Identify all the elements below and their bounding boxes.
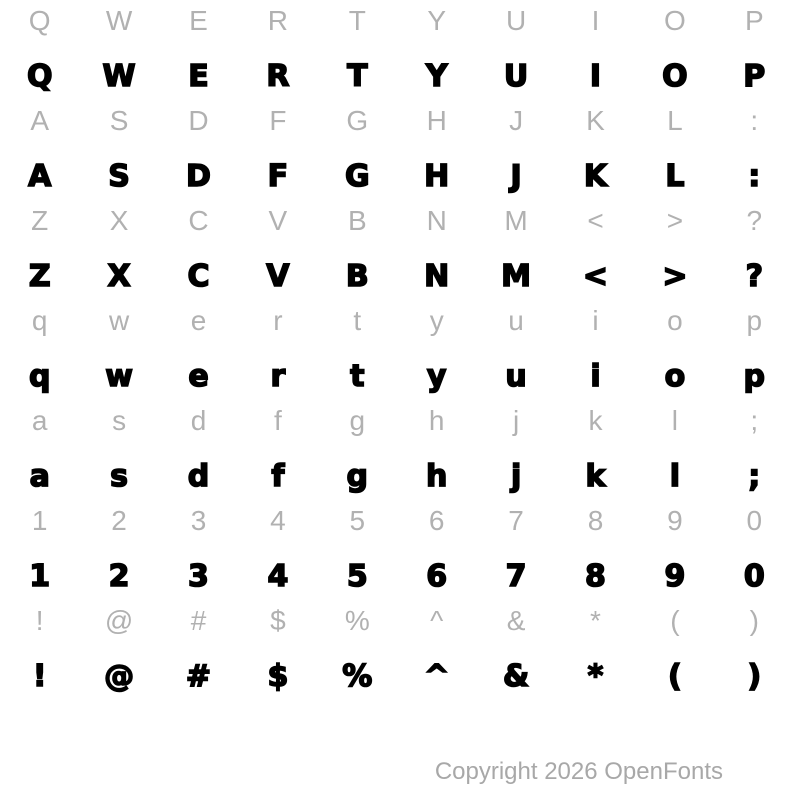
font-glyph-char: T <box>347 58 368 94</box>
reference-char: U <box>505 5 527 36</box>
reference-char: r <box>273 305 283 336</box>
reference-char: & <box>506 605 526 636</box>
char-cell <box>318 300 397 400</box>
font-glyph-char: $ <box>267 658 289 694</box>
reference-char: E <box>189 5 208 36</box>
font-glyph-char: R <box>266 58 290 94</box>
font-glyph-char: L <box>665 158 685 194</box>
font-glyph-char: 6 <box>426 558 448 594</box>
reference-char: Z <box>31 205 49 236</box>
char-cell <box>238 600 317 700</box>
char-cell <box>0 600 79 700</box>
font-glyph-char: S <box>108 158 130 194</box>
char-cell <box>238 400 317 500</box>
char-cell <box>635 500 714 600</box>
font-glyph-char: k <box>585 458 606 494</box>
font-glyph-char: Q <box>26 58 53 94</box>
font-glyph-char: E <box>188 58 209 94</box>
char-cell <box>715 100 794 200</box>
char-cell <box>715 0 794 100</box>
reference-char: : <box>750 105 759 136</box>
font-glyph-char: O <box>662 58 688 94</box>
font-glyph-char: ; <box>748 458 761 494</box>
char-cell <box>0 100 79 200</box>
reference-char: ) <box>749 605 759 636</box>
char-cell <box>0 200 79 300</box>
reference-char: K <box>586 105 605 136</box>
char-cell <box>318 500 397 600</box>
font-glyph-char: W <box>102 58 136 94</box>
char-cell <box>715 500 794 600</box>
reference-char: a <box>31 405 48 436</box>
char-cell <box>556 400 635 500</box>
reference-char: h <box>428 405 445 436</box>
char-cell <box>715 300 794 400</box>
char-cell <box>397 0 476 100</box>
reference-char: I <box>591 5 600 36</box>
reference-char: 1 <box>31 505 48 536</box>
font-glyph-char: K <box>583 158 608 194</box>
char-cell <box>318 200 397 300</box>
char-row-uppercase-top-row <box>0 0 794 100</box>
char-cell <box>556 600 635 700</box>
font-glyph-char: e <box>188 358 209 394</box>
char-cell <box>0 0 79 100</box>
reference-char: S <box>109 105 129 136</box>
char-row-symbols-row <box>0 600 794 700</box>
font-glyph-char: 3 <box>188 558 209 594</box>
reference-char: L <box>667 105 683 136</box>
char-cell <box>79 300 158 400</box>
font-glyph-char: % <box>342 658 373 694</box>
font-glyph-char: f <box>271 458 285 494</box>
font-glyph-char: 0 <box>743 558 765 594</box>
reference-char: R <box>267 5 288 36</box>
char-cell <box>159 300 238 400</box>
font-glyph-char: V <box>266 258 290 294</box>
reference-char: D <box>188 105 209 136</box>
char-cell <box>318 0 397 100</box>
char-cell <box>397 600 476 700</box>
reference-char: B <box>347 205 367 236</box>
char-cell <box>159 600 238 700</box>
char-cell <box>397 400 476 500</box>
reference-char: e <box>190 305 207 336</box>
reference-char: * <box>590 605 601 636</box>
reference-char: > <box>666 205 684 236</box>
font-glyph-char: F <box>267 158 289 194</box>
reference-char: 5 <box>349 505 366 536</box>
font-glyph-char: y <box>426 358 447 394</box>
reference-char: H <box>426 105 447 136</box>
char-cell <box>238 100 317 200</box>
reference-char: < <box>587 205 604 236</box>
font-glyph-char: A <box>28 158 52 194</box>
font-glyph-char: 4 <box>267 558 289 594</box>
font-glyph-char: X <box>107 258 131 294</box>
char-cell <box>635 100 714 200</box>
char-cell <box>476 400 555 500</box>
reference-char: p <box>746 305 763 336</box>
reference-char: N <box>426 205 447 236</box>
font-glyph-char: P <box>743 58 766 94</box>
reference-char: J <box>509 105 524 136</box>
char-cell <box>476 300 555 400</box>
char-cell <box>635 400 714 500</box>
char-cell <box>79 600 158 700</box>
reference-char: 8 <box>587 505 604 536</box>
reference-char: l <box>671 405 678 436</box>
reference-char: Y <box>427 5 447 36</box>
font-glyph-char: I <box>589 58 602 94</box>
reference-char: o <box>667 305 683 336</box>
font-glyph-char: M <box>501 258 532 294</box>
reference-char: T <box>348 5 366 36</box>
font-glyph-char: w <box>105 358 133 394</box>
font-glyph-char: 2 <box>108 558 130 594</box>
reference-char: G <box>346 105 369 136</box>
font-glyph-char: g <box>346 458 369 494</box>
char-row-uppercase-bottom-row <box>0 200 794 300</box>
reference-char: w <box>108 305 130 336</box>
reference-char: j <box>512 405 520 436</box>
char-cell <box>238 300 317 400</box>
reference-char: d <box>190 405 207 436</box>
reference-char: 2 <box>111 505 127 536</box>
font-glyph-char: h <box>426 458 448 494</box>
reference-char: ; <box>750 405 759 436</box>
reference-char: ! <box>35 605 44 636</box>
font-glyph-char: d <box>187 458 210 494</box>
char-cell <box>556 300 635 400</box>
char-cell <box>715 200 794 300</box>
char-cell <box>79 0 158 100</box>
reference-char: A <box>30 105 50 136</box>
font-glyph-char: ? <box>745 258 763 294</box>
reference-char: O <box>664 5 686 36</box>
char-cell <box>318 400 397 500</box>
char-cell <box>318 600 397 700</box>
font-glyph-char: Z <box>28 258 51 294</box>
font-glyph-char: J <box>510 158 522 194</box>
reference-char: % <box>344 605 370 636</box>
reference-char: 7 <box>508 505 524 536</box>
font-glyph-char: D <box>186 158 211 194</box>
char-cell <box>238 0 317 100</box>
char-row-lowercase-home-row <box>0 400 794 500</box>
font-glyph-char: 5 <box>346 558 368 594</box>
reference-char: k <box>588 405 603 436</box>
font-glyph-char: N <box>424 258 450 294</box>
char-cell <box>159 200 238 300</box>
font-glyph-char: t <box>350 358 365 394</box>
reference-char: Q <box>28 5 51 36</box>
char-cell <box>79 200 158 300</box>
char-cell <box>159 500 238 600</box>
font-glyph-char: j <box>510 458 522 494</box>
reference-char: 3 <box>190 505 207 536</box>
reference-char: i <box>592 305 599 336</box>
font-glyph-char: G <box>344 158 370 194</box>
font-glyph-char: C <box>187 258 210 294</box>
char-cell <box>0 400 79 500</box>
font-glyph-char: p <box>743 358 766 394</box>
reference-char: 9 <box>667 505 683 536</box>
char-cell <box>556 0 635 100</box>
font-glyph-char: U <box>503 58 529 94</box>
font-glyph-char: q <box>28 358 51 394</box>
reference-char: u <box>508 305 524 336</box>
char-cell <box>715 600 794 700</box>
reference-char: f <box>274 405 282 436</box>
char-cell <box>238 500 317 600</box>
char-cell <box>79 500 158 600</box>
char-cell <box>397 500 476 600</box>
font-glyph-char: s <box>110 458 129 494</box>
font-glyph-char: B <box>345 258 369 294</box>
reference-char: F <box>269 105 287 136</box>
char-cell <box>238 200 317 300</box>
font-glyph-char: # <box>185 658 212 694</box>
font-glyph-char: 9 <box>664 558 686 594</box>
reference-char: s <box>112 405 127 436</box>
font-glyph-char: Y <box>425 58 448 94</box>
reference-char: ^ <box>430 605 444 636</box>
font-glyph-char: H <box>424 158 450 194</box>
font-glyph-char: o <box>664 358 686 394</box>
reference-char: W <box>105 5 133 36</box>
reference-char: V <box>268 205 288 236</box>
reference-char: g <box>349 405 366 436</box>
reference-char: 0 <box>746 505 763 536</box>
font-glyph-char: 1 <box>29 558 51 594</box>
reference-char: 6 <box>428 505 445 536</box>
char-cell <box>476 200 555 300</box>
font-glyph-char: & <box>503 658 530 694</box>
font-glyph-char: u <box>505 358 527 394</box>
font-glyph-char: < <box>582 258 609 294</box>
char-cell <box>556 200 635 300</box>
char-cell <box>318 100 397 200</box>
char-cell <box>0 300 79 400</box>
reference-char: $ <box>270 605 286 636</box>
char-row-uppercase-home-row <box>0 100 794 200</box>
font-glyph-char: ( <box>668 658 682 694</box>
char-cell <box>397 100 476 200</box>
copyright-text: Copyright 2026 OpenFonts <box>434 758 723 785</box>
char-cell <box>715 400 794 500</box>
font-glyph-char: @ <box>104 658 135 694</box>
char-cell <box>635 0 714 100</box>
reference-char: ( <box>670 605 680 636</box>
font-glyph-char: i <box>590 358 601 394</box>
font-glyph-char: l <box>669 458 681 494</box>
char-cell <box>476 500 555 600</box>
char-cell <box>159 0 238 100</box>
char-cell <box>556 100 635 200</box>
char-cell <box>476 600 555 700</box>
char-cell <box>159 100 238 200</box>
reference-char: P <box>744 5 764 36</box>
char-cell <box>635 300 714 400</box>
char-cell <box>556 500 635 600</box>
font-glyph-char: 7 <box>505 558 527 594</box>
char-cell <box>0 500 79 600</box>
font-glyph-char: ) <box>747 658 762 694</box>
reference-char: ? <box>746 205 763 236</box>
char-cell <box>397 300 476 400</box>
reference-char: y <box>429 305 444 336</box>
reference-char: C <box>188 205 209 236</box>
font-glyph-char: r <box>270 358 286 394</box>
font-glyph-char: * <box>587 658 604 694</box>
font-glyph-char: ^ <box>424 658 450 694</box>
font-glyph-char: a <box>29 458 50 494</box>
reference-char: M <box>504 205 528 236</box>
char-cell <box>635 600 714 700</box>
char-cell <box>397 200 476 300</box>
reference-char: t <box>353 305 362 336</box>
char-cell <box>476 100 555 200</box>
font-glyph-char: : <box>748 158 761 194</box>
char-cell <box>79 100 158 200</box>
font-glyph-char: 8 <box>585 558 606 594</box>
reference-char: 4 <box>270 505 286 536</box>
char-row-digits-row <box>0 500 794 600</box>
reference-char: q <box>31 305 48 336</box>
char-row-lowercase-top-row <box>0 300 794 400</box>
font-glyph-char: ! <box>32 658 47 694</box>
reference-char: # <box>190 605 207 636</box>
font-glyph-char: > <box>662 258 688 294</box>
reference-char: @ <box>104 605 134 636</box>
char-cell <box>635 200 714 300</box>
char-cell <box>79 400 158 500</box>
reference-char: X <box>109 205 129 236</box>
char-cell <box>159 400 238 500</box>
char-cell <box>476 0 555 100</box>
